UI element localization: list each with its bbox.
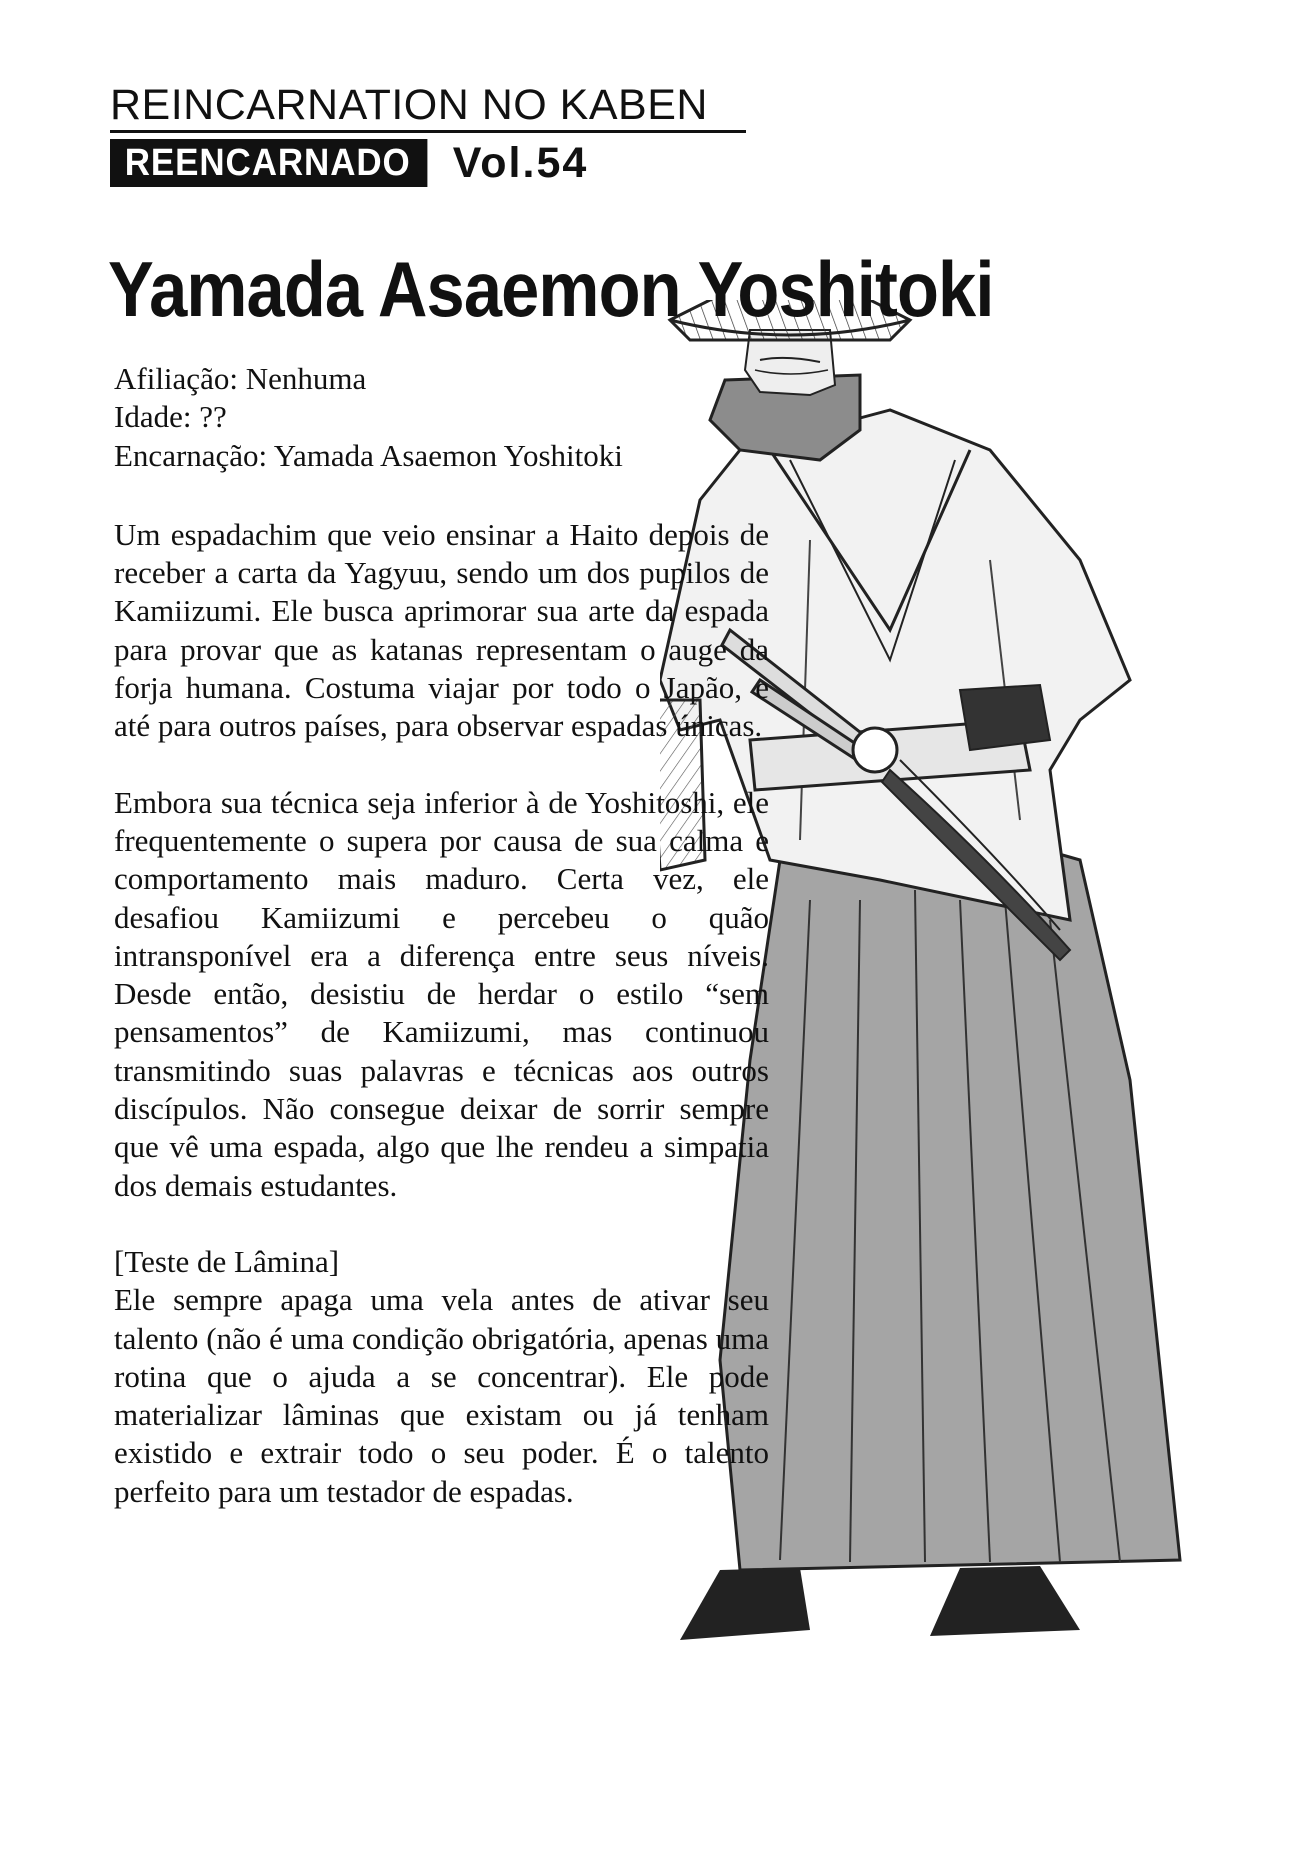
reincarnated-badge: REENCARNADO [110, 139, 427, 187]
hakama [720, 840, 1180, 1570]
ability-title: [Teste de Lâmina] [114, 1243, 340, 1279]
volume-number: Vol.54 [452, 138, 589, 187]
ability-description: Ele sempre apaga uma vela antes de ativar seu talento (não é uma condição obrigatória, apenas uma rotina que o ajuda a se concentrar). Ele pode materializar lâminas que existam ou já tenham existido e extrair todo o seu poder. É o talento perfeito para um testador de espadas. [114, 1282, 769, 1509]
description-paragraph-2: Embora sua técnica seja inferior à de Yoshitoshi, ele frequentemente o supera por causa de sua calma e comportamento mais maduro. Certa vez, ele desafiou Kamiizumi e percebeu o quão intransponível era a diferença entre seus níveis. Desde então, desistiu de herdar o estilo “sem pensamentos” de Kamiizumi, mas continuou transmitindo suas palavras e técnicas aos outros discípulos. Não consegue deixar de sorrir sempre que vê uma espada, algo que lhe rendeu a simpatia dos demais estudantes. [114, 784, 769, 1203]
description-paragraph-1: Um espadachim que veio ensinar a Haito depois de receber a carta da Yagyuu, sendo um dos pupilos de Kamiizumi. Ele busca aprimorar sua arte da espada para provar que as katanas representam o auge da forja humana. Costuma viajar por todo o Japão, e até para outros países, para observar espadas únicas. [114, 516, 769, 744]
incarnation-line: Encarnação: Yamada Asaemon Yoshitoki [114, 437, 623, 473]
series-title: REINCARNATION NO KABEN [110, 82, 746, 133]
volume-header [110, 138, 588, 188]
age-line: Idade: ?? [114, 399, 227, 435]
character-name: Yamada Asaemon Yoshitoki [108, 245, 994, 333]
affiliation-line: Afiliação: Nenhuma [114, 361, 367, 396]
profile-text [114, 360, 769, 1511]
feet [680, 1566, 1080, 1640]
